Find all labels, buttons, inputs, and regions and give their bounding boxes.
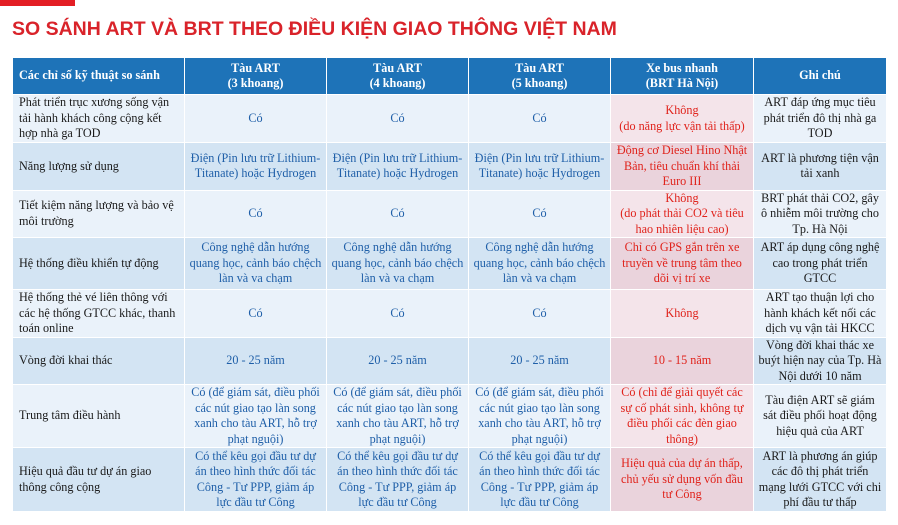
art3-cell: Điện (Pin lưu trữ Lithium-Titanate) hoặc Hydrogen [185,143,327,191]
criteria-cell: Hệ thống thẻ vé liên thông với các hệ thống GTCC khác, thanh toán online [13,290,185,338]
note-cell: ART áp dụng công nghệ cao trong phát triển GTCC [754,238,887,290]
art4-cell: Có (để giám sát, điều phối các nút giao tạo làn song xanh cho tàu ART, hỗ trợ phạt nguội) [327,385,469,448]
note-cell: ART đáp ứng mục tiêu phát triển đô thị nhà ga TOD [754,95,887,143]
brt-cell: Hiệu quả của dự án thấp, chủ yếu sử dụng vốn đầu tư Công [611,448,754,512]
note-cell: ART là phương án giúp các đô thị phát triển mạng lưới GTCC với chi phí đầu tư thấp [754,448,887,512]
header-art4-line1: Tàu ART [373,60,422,75]
header-criteria: Các chỉ số kỹ thuật so sánh [13,58,185,95]
art3-cell: Có [185,190,327,238]
art4-cell: Có [327,95,469,143]
art4-cell: Công nghệ dẫn hướng quang học, cảnh báo chệch làn và va chạm [327,238,469,290]
brt-cell: 10 - 15 năm [611,337,754,385]
art5-cell: Có [469,95,611,143]
criteria-cell: Phát triển trục xương sống vận tải hành khách công cộng kết hợp nhà ga TOD [13,95,185,143]
note-cell: Vòng đời khai thác xe buýt hiện nay của Tp. Hà Nội dưới 10 năm [754,337,887,385]
art4-cell: Có thể kêu gọi đầu tư dự án theo hình thức đối tác Công - Tư PPP, giảm áp lực đầu tư Công [327,448,469,512]
table-row [13,190,887,238]
table-row [13,385,887,448]
header-art3-line2: (3 khoang) [227,76,284,90]
header-art5-line2: (5 khoang) [511,76,568,90]
header-art4 [327,58,469,95]
note-cell: BRT phát thải CO2, gây ô nhiễm môi trường cho Tp. Hà Nội [754,190,887,238]
art5-cell: 20 - 25 năm [469,337,611,385]
art3-cell: Có [185,95,327,143]
header-row [13,58,887,95]
art3-cell: 20 - 25 năm [185,337,327,385]
header-art5 [469,58,611,95]
header-art5-line1: Tàu ART [515,60,564,75]
brt-cell: Không (do năng lực vận tải thấp) [611,95,754,143]
art4-cell: Có [327,290,469,338]
brt-cell: Không (do phát thải CO2 và tiêu hao nhiên liệu cao) [611,190,754,238]
table-row [13,143,887,191]
comparison-table [12,57,887,512]
art5-cell: Có thể kêu gọi đầu tư dự án theo hình thức đối tác Công - Tư PPP, giảm áp lực đầu tư Công [469,448,611,512]
table-row [13,95,887,143]
criteria-cell: Năng lượng sử dụng [13,143,185,191]
art5-cell: Có [469,290,611,338]
criteria-cell: Tiết kiệm năng lượng và bảo vệ môi trường [13,190,185,238]
page-title: SO SÁNH ART VÀ BRT THEO ĐIỀU KIỆN GIAO THÔNG VIỆT NAM [12,18,617,40]
brt-cell: Động cơ Diesel Hino Nhật Bản, tiêu chuẩn khí thải Euro III [611,143,754,191]
note-cell: Tàu điện ART sẽ giám sát điều phối hoạt động hiệu quả của ART [754,385,887,448]
brt-cell: Chỉ có GPS gắn trên xe truyền về trung tâm theo dõi vị trí xe [611,238,754,290]
header-art3 [185,58,327,95]
table-row [13,238,887,290]
criteria-cell: Vòng đời khai thác [13,337,185,385]
art4-cell: Điện (Pin lưu trữ Lithium-Titanate) hoặc Hydrogen [327,143,469,191]
header-brt [611,58,754,95]
brt-cell: Có (chỉ để giải quyết các sự cố phát sinh, không tự điều phối các đèn giao thông) [611,385,754,448]
header-brt-line1: Xe bus nhanh [646,60,718,75]
art5-cell: Công nghệ dẫn hướng quang học, cảnh báo chệch làn và va chạm [469,238,611,290]
note-cell: ART là phương tiện vận tải xanh [754,143,887,191]
brt-cell: Không [611,290,754,338]
art3-cell: Công nghệ dẫn hướng quang học, cảnh báo chệch làn và va chạm [185,238,327,290]
art5-cell: Điện (Pin lưu trữ Lithium-Titanate) hoặc Hydrogen [469,143,611,191]
top-accent-bar [0,0,75,6]
header-art3-line1: Tàu ART [231,60,280,75]
table-row [13,290,887,338]
art3-cell: Có thể kêu gọi đầu tư dự án theo hình thức đối tác Công - Tư PPP, giảm áp lực đầu tư Công [185,448,327,512]
header-brt-line2: (BRT Hà Nội) [645,76,719,90]
table-row [13,448,887,512]
criteria-cell: Trung tâm điều hành [13,385,185,448]
art3-cell: Có [185,290,327,338]
header-note: Ghi chú [754,58,887,95]
criteria-cell: Hệ thống điều khiển tự động [13,238,185,290]
art4-cell: Có [327,190,469,238]
table-row [13,337,887,385]
criteria-cell: Hiệu quả đầu tư dự án giao thông công cộng [13,448,185,512]
art4-cell: 20 - 25 năm [327,337,469,385]
note-cell: ART tạo thuận lợi cho hành khách kết nối các dịch vụ vận tải HKCC [754,290,887,338]
art5-cell: Có [469,190,611,238]
header-art4-line2: (4 khoang) [369,76,426,90]
art5-cell: Có (để giám sát, điều phối các nút giao tạo làn song xanh cho tàu ART, hỗ trợ phạt nguội) [469,385,611,448]
art3-cell: Có (để giám sát, điều phối các nút giao tạo làn song xanh cho tàu ART, hỗ trợ phạt nguội) [185,385,327,448]
